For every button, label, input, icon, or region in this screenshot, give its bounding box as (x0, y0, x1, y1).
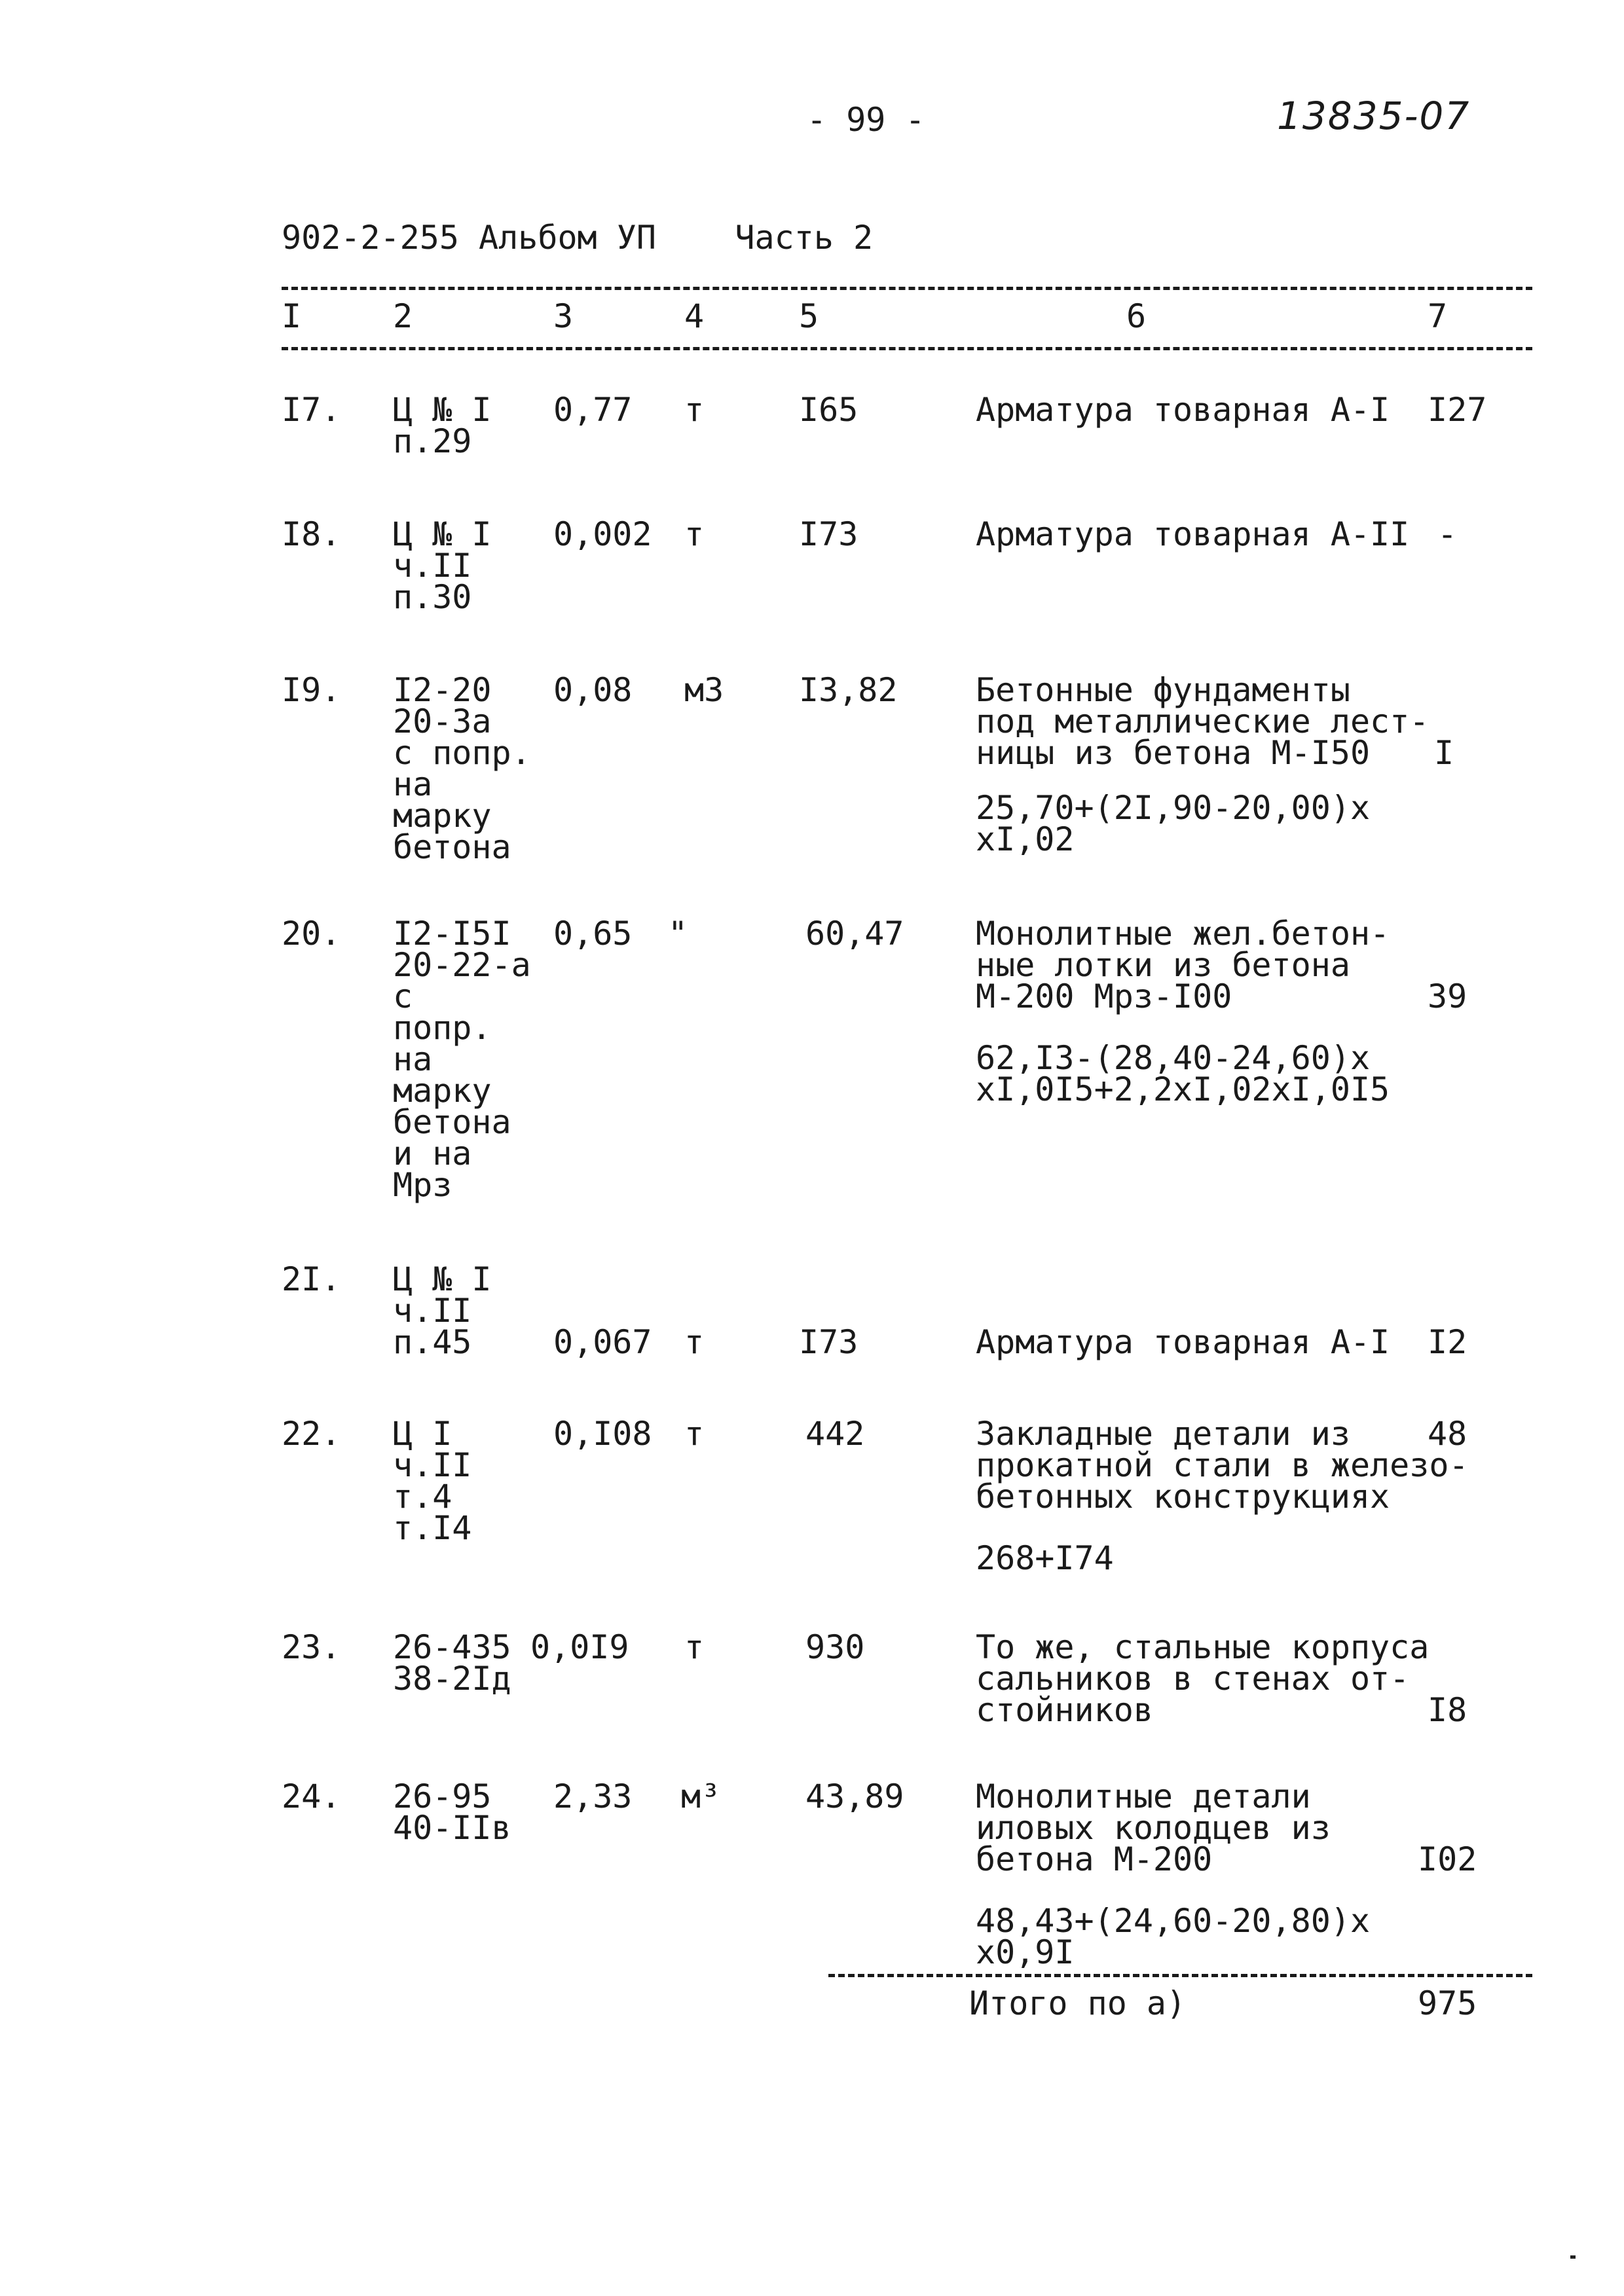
summary-value: 975 (1418, 1984, 1477, 2022)
row-total: 39 (1428, 977, 1467, 1015)
row-total: I8 (1428, 1691, 1467, 1729)
column-header-3: 3 (553, 297, 574, 335)
row-total: I27 (1428, 391, 1487, 429)
column-header-6: 6 (1126, 297, 1147, 335)
row-quantity: 0,77 (553, 391, 633, 429)
row-price: I65 (799, 391, 858, 429)
row-unit: т (684, 1628, 705, 1666)
row-reference: I2-20 20-3а с попр. на марку бетона (393, 671, 531, 866)
row-number: I7. (282, 391, 341, 429)
row-unit: м³ (681, 1777, 721, 1815)
row-calculation: 268+I74 (976, 1539, 1114, 1577)
row-unit: т (684, 1323, 705, 1361)
column-header-1: I (282, 297, 302, 335)
row-price: I73 (799, 1323, 858, 1361)
summary-label: Итого по а) (969, 1984, 1187, 2022)
column-header-4: 4 (684, 297, 705, 335)
summary-rule (828, 1974, 1532, 1977)
row-description: Арматура товарная А-I (976, 391, 1390, 429)
row-unit: т (684, 515, 705, 553)
row-description: Монолитные детали иловых колодцев из бетона М-200 (976, 1777, 1331, 1878)
row-total: - (1437, 515, 1458, 553)
row-number: 22. (282, 1415, 341, 1453)
row-unit: м3 (684, 671, 724, 709)
row-price: 43,89 (805, 1777, 904, 1815)
row-calculation: 62,I3-(28,40-24,60)х хI,0I5+2,2хI,02хI,0I5 (976, 1039, 1390, 1108)
row-calculation: 25,70+(2I,90-20,00)х хI,02 (976, 789, 1371, 858)
row-description: Монолитные жел.бетон- ные лотки из бетона М-200 Мрз-I00 (976, 915, 1390, 1015)
album-label: Альбом УП (479, 219, 656, 257)
row-quantity: 0,08 (553, 671, 633, 709)
row-reference: Ц № I ч.II п.30 (393, 515, 492, 616)
row-number: I8. (282, 515, 341, 553)
row-number: 23. (282, 1628, 341, 1666)
column-header-2: 2 (393, 297, 413, 335)
row-reference: Ц № I ч.II п.45 (393, 1260, 492, 1361)
row-reference: 26-95 40-IIв (393, 1777, 511, 1847)
row-quantity: 0,65 (553, 915, 633, 953)
row-total: I02 (1418, 1840, 1477, 1878)
project-code: 902-2-255 (282, 219, 459, 257)
document-header (282, 219, 874, 257)
document-number: 13835-07 (1277, 94, 1471, 138)
part-label: Часть 2 (735, 219, 874, 257)
row-price: I3,82 (799, 671, 898, 709)
row-calculation: 48,43+(24,60-20,80)х х0,9I (976, 1902, 1371, 1971)
row-total: 48 (1428, 1415, 1467, 1453)
row-quantity: 0,067 (553, 1323, 652, 1361)
row-unit: т (684, 391, 705, 429)
page-number: - 99 - (807, 101, 925, 139)
header-rule-top (282, 287, 1532, 290)
row-description: То же, стальные корпуса сальников в стенах от- стойников (976, 1628, 1430, 1729)
row-price: 442 (805, 1415, 865, 1453)
row-quantity: 0,I08 (553, 1415, 652, 1453)
row-price: I73 (799, 515, 858, 553)
row-description: Арматура товарная А-II (976, 515, 1410, 553)
row-unit: т (684, 1415, 705, 1453)
row-number: 20. (282, 915, 341, 953)
row-quantity: 0,0I9 (530, 1628, 629, 1666)
row-reference: 26-435 38-2Iд (393, 1628, 511, 1698)
row-quantity: 2,33 (553, 1777, 633, 1815)
row-unit: " (668, 915, 688, 953)
row-reference: I2-I5I 20-22-а с попр. на марку бетона и на Мрз (393, 915, 531, 1204)
header-rule-bottom (282, 347, 1532, 350)
row-reference: Ц № I п.29 (393, 391, 492, 460)
row-price: 60,47 (805, 915, 904, 953)
row-price: 930 (805, 1628, 865, 1666)
row-description: Бетонные фундаменты под металлические лест- ницы из бетона М-I50 (976, 671, 1430, 772)
row-number: 24. (282, 1777, 341, 1815)
row-description: Закладные детали из прокатной стали в железо- бетонных конструкциях (976, 1415, 1469, 1516)
column-header-5: 5 (799, 297, 819, 335)
column-header-7: 7 (1428, 297, 1448, 335)
row-number: 2I. (282, 1260, 341, 1298)
row-total: I (1434, 734, 1454, 772)
row-total: I2 (1428, 1323, 1467, 1361)
row-number: I9. (282, 671, 341, 709)
scan-speck (1570, 2255, 1576, 2259)
row-quantity: 0,002 (553, 515, 652, 553)
row-description: Арматура товарная А-I (976, 1323, 1390, 1361)
row-reference: Ц I ч.II т.4 т.I4 (393, 1415, 472, 1547)
